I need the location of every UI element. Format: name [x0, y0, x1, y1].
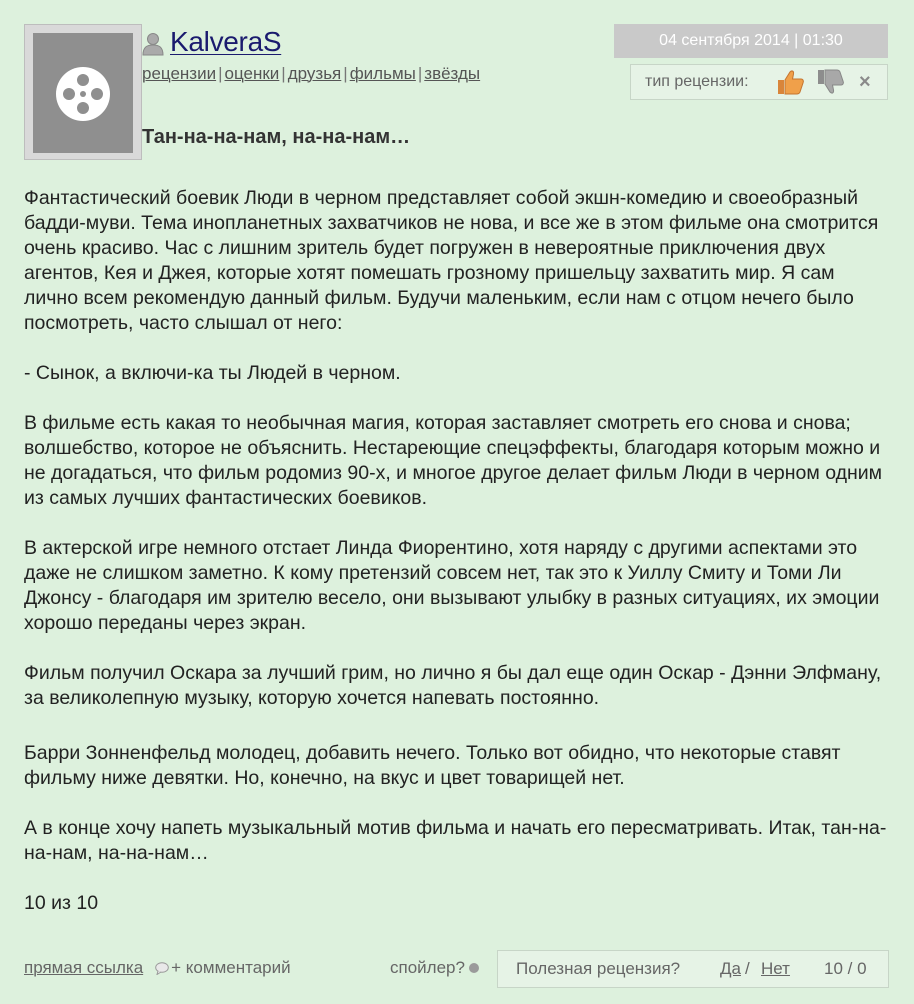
review-footer-links: [24, 958, 291, 978]
helpful-label: Полезная рецензия?: [516, 959, 681, 978]
avatar-placeholder: [33, 33, 133, 153]
user-links: рецензии | оценки | друзья | фильмы | звёзды: [142, 64, 481, 83]
helpful-yes-link[interactable]: Да: [720, 959, 741, 978]
thumb-down-icon[interactable]: [815, 69, 845, 95]
review-paragraph: Фильм получил Оскара за лучший грим, но лично я бы дал еще один Оскар - Дэнни Элфману, за великолепную музыку, которую хочется напевать постоянно.: [24, 662, 882, 709]
close-icon[interactable]: ×: [859, 71, 871, 93]
user-icon: [142, 32, 164, 56]
film-reel-icon: [54, 65, 112, 123]
review-date: 04 сентября 2014 | 01:30: [614, 24, 888, 58]
review-paragraph: В фильме есть какая то необычная магия, которая заставляет смотреть его снова и снова; волшебство, которое не объяснить. Нестареющие спецэффекты, благодаря которым можно и не догадаться, что фильм родомиз 90-х, и многое другое делает фильм Люди в черном одним из самых лучших фантастических боевиков.: [24, 412, 883, 509]
permalink[interactable]: прямая ссылка: [24, 958, 144, 977]
review-rating: 10 из 10: [24, 892, 99, 914]
review-paragraph: В актерской игре немного отстает Линда Фиорентино, хотя наряду с другими аспектами это даже не слишком заметно. К кому претензий совсем нет, так это к Уиллу Смиту и Томи Ли Джонсу - благодаря им зрителю весело, они вызывают улыбку в разных ситуациях, их эмоции хорошо переданы через экран.: [24, 537, 880, 634]
review-paragraph: - Сынок, а включи-ка ты Людей в черном.: [24, 362, 401, 384]
review-paragraph: А в конце хочу напеть музыкальный мотив фильма и начать его пересматривать. Итак, тан-на-на-нам, на-на-нам…: [24, 817, 887, 864]
review-title: Тан-на-на-нам, на-на-нам…: [142, 126, 411, 148]
review-paragraph: Фантастический боевик Люди в черном представляет собой экшн-комедию и своеобразный бадди-муви. Тема инопланетных захватчиков не нова, и все же в этом фильме она смотрится очень красиво. Час с лишним зритель будет погружен в невероятные приключения двух агентов, Кея и Джея, которые хотят помешать грозному пришельцу захватить мир. Я сам лично всем рекомендую данный фильм. Будучи маленьким, если нам с отцом нечего было посмотреть, часто слышал от него:: [24, 187, 879, 334]
spoiler-dot-icon: [469, 963, 479, 973]
add-comment-link[interactable]: + комментарий: [171, 958, 291, 977]
review-paragraph: Барри Зонненфельд молодец, добавить нечего. Только вот обидно, что некоторые ставят фильму ниже девятки. Но, конечно, на вкус и цвет товарищей нет.: [24, 742, 841, 789]
username-link[interactable]: KalveraS: [170, 26, 282, 57]
helpful-score: 10 / 0: [824, 959, 867, 978]
avatar[interactable]: [24, 24, 142, 160]
helpful-no-link[interactable]: Нет: [761, 959, 790, 978]
user-link-ratings[interactable]: оценки: [224, 64, 280, 83]
review-type-label: тип рецензии:: [645, 73, 749, 90]
helpful-review-box: [497, 950, 889, 988]
user-link-films[interactable]: фильмы: [349, 64, 416, 83]
user-link-stars[interactable]: звёзды: [424, 64, 481, 83]
comment-bubble-icon: [155, 962, 169, 975]
review-body: [24, 186, 894, 916]
spoiler-toggle[interactable]: [390, 958, 479, 978]
review-type-box: [630, 64, 888, 100]
user-link-reviews[interactable]: рецензии: [142, 64, 217, 83]
helpful-separator: /: [745, 959, 750, 978]
user-link-friends[interactable]: друзья: [287, 64, 342, 83]
spoiler-label: спойлер?: [390, 958, 465, 977]
thumb-up-icon[interactable]: [775, 69, 805, 95]
